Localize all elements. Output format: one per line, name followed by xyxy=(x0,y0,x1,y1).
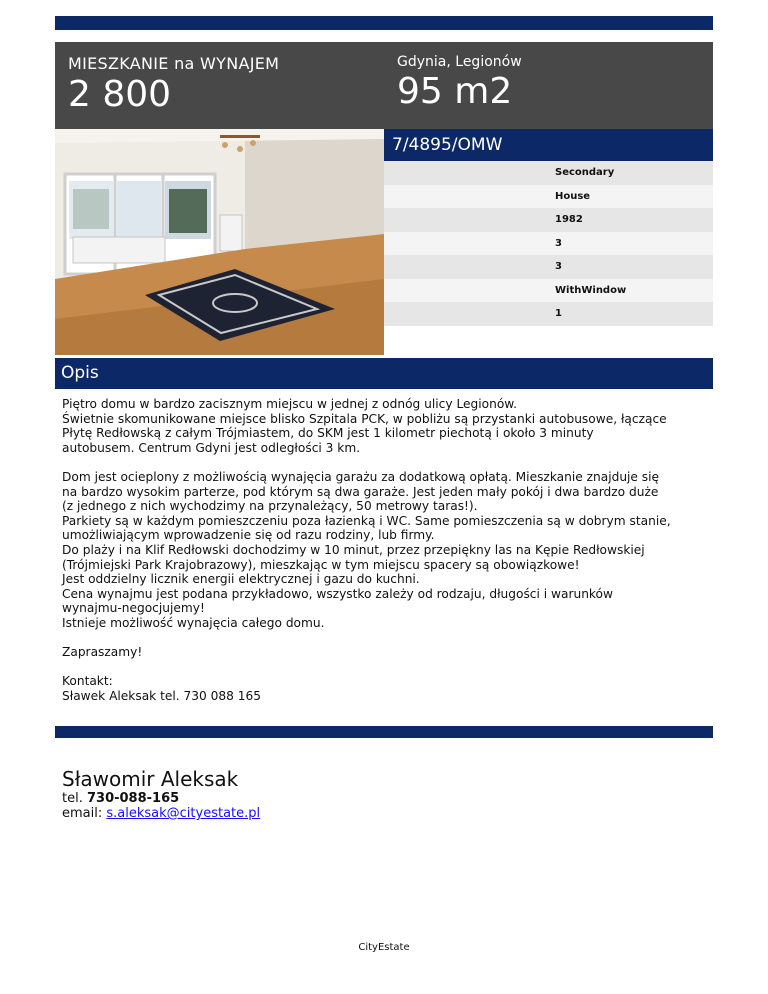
paragraph-spacer xyxy=(62,631,712,646)
description-line: autobusem. Centrum Gdyni jest odległości 3 km. xyxy=(62,440,361,455)
description-line: Dom jest ocieplony z możliwością wynajęcia garażu za dodatkową opłatą. Mieszkanie znajduje się xyxy=(62,469,660,484)
agent-name: Sławomir Aleksak xyxy=(62,767,239,791)
email-label: email: xyxy=(62,806,103,821)
description-line: Świetnie skomunikowane miejsce blisko Szpitala PCK, w pobliżu są przystanki autobusowe, łączące xyxy=(62,411,667,426)
header-right xyxy=(397,54,522,112)
description-line: na bardzo wysokim parterze, pod którym są dwa garaże. Jest jeden mały pokój i dwa bardzo duże xyxy=(62,484,659,499)
agent-contact xyxy=(62,767,260,821)
attribute-row: 3 xyxy=(384,232,713,256)
description-line: Do plaży i na Klif Redłowski dochodzimy w 10 minut, przez przepiękny las na Kępie Redłowskiej xyxy=(62,542,645,557)
attribute-row: 3 xyxy=(384,255,713,279)
listing-location: Gdynia, Legionów xyxy=(397,54,522,70)
description-line: Płytę Redłowską z całym Trójmiastem, do SKM jest 1 kilometr piechotą i około 3 minuty xyxy=(62,426,594,441)
attribute-table xyxy=(384,161,713,326)
attribute-row: 1 xyxy=(384,302,713,326)
paragraph-spacer xyxy=(62,455,712,470)
listing-area: 95 m2 xyxy=(397,71,513,112)
section-divider-bar xyxy=(55,726,713,738)
attribute-row: WithWindow xyxy=(384,279,713,303)
description-line: Sławek Aleksak tel. 730 088 165 xyxy=(62,688,262,703)
description-line: Jest oddzielny licznik energii elektrycznej i gazu do kuchni. xyxy=(62,572,420,587)
top-accent-bar xyxy=(55,16,713,30)
attribute-row: 1982 xyxy=(384,208,713,232)
attribute-row: House xyxy=(384,185,713,209)
description-line: (z jednego z nich wychodzimy na przynależący, 50 metrowy taras!). xyxy=(62,499,478,514)
description-line: Kontakt: xyxy=(62,674,113,689)
listing-type: MIESZKANIE na WYNAJEM xyxy=(68,54,280,73)
agent-email-line xyxy=(62,806,260,821)
agent-phone-line xyxy=(62,791,260,806)
paragraph-spacer xyxy=(62,660,712,675)
attribute-row: Secondary xyxy=(384,161,713,185)
property-photo xyxy=(55,129,384,355)
footer-company: CityEstate xyxy=(358,942,410,953)
description-line: Parkiety są w każdym pomieszczeniu poza łazienką i WC. Same pomieszczenia są w dobrym stanie, xyxy=(62,513,671,528)
description-line: wynajmu-negocjujemy! xyxy=(62,601,205,616)
agent-email-link[interactable]: s.aleksak@cityestate.pl xyxy=(106,806,261,821)
listing-header xyxy=(55,42,713,129)
listing-reference: 7/4895/OMW xyxy=(384,129,713,161)
listing-price: 2 800 xyxy=(68,74,172,115)
description-line: umożliwiającym wprowadzenie się od razu rodziny, lub firmy. xyxy=(62,528,435,543)
description-line: Cena wynajmu jest podana przykładowo, wszystko zależy od rodzaju, długości i warunków xyxy=(62,586,613,601)
description-body xyxy=(62,397,712,703)
description-line: (Trójmiejski Park Krajobrazowy), mieszkając w tym miejscu spacery są obowiązkowe! xyxy=(62,557,580,572)
agent-phone: 730-088-165 xyxy=(86,791,180,806)
description-line: Zapraszamy! xyxy=(62,645,143,660)
description-line: Istnieje możliwość wynajęcia całego domu. xyxy=(62,615,325,630)
description-line: Piętro domu w bardzo zacisznym miejscu w jednej z odnóg ulicy Legionów. xyxy=(62,397,517,411)
header-left xyxy=(68,54,279,115)
phone-label: tel. xyxy=(62,791,83,806)
description-heading: Opis xyxy=(55,358,713,389)
